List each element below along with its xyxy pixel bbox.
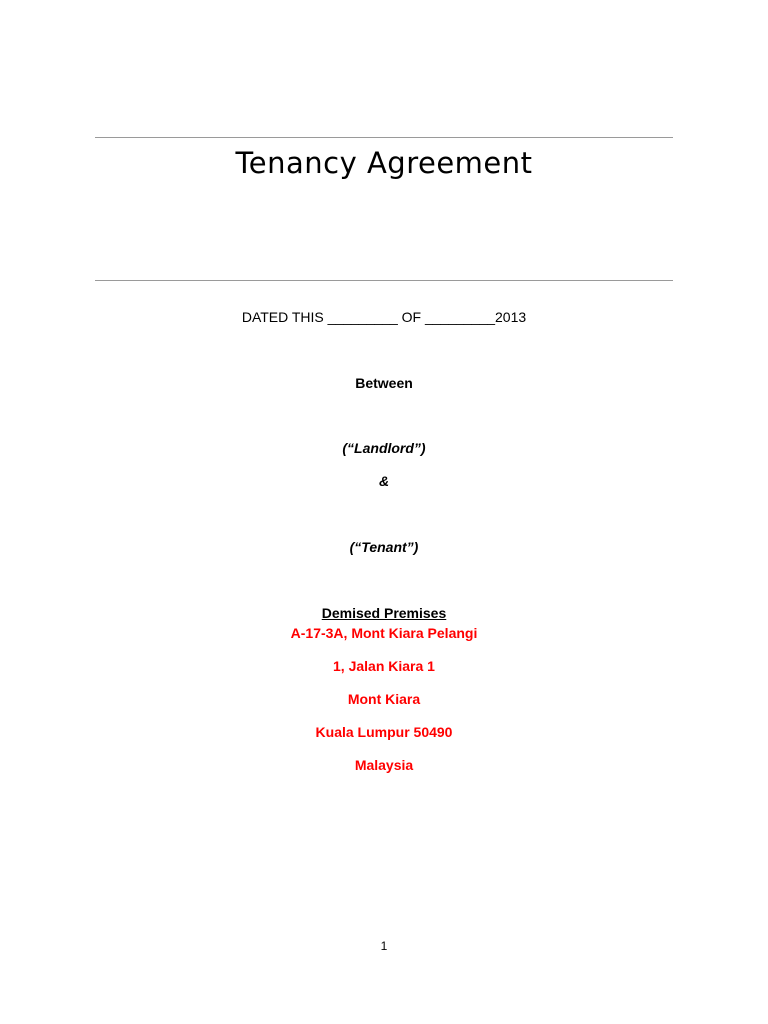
title-top-rule	[95, 137, 673, 138]
premises-address-area: Mont Kiara	[347, 691, 421, 707]
ampersand-separator: &	[378, 473, 390, 489]
demised-premises-heading: Demised Premises	[321, 605, 447, 621]
page-number: 1	[380, 939, 388, 953]
title-bottom-rule	[95, 280, 673, 281]
premises-address-unit: A-17-3A, Mont Kiara Pelangi	[290, 625, 478, 641]
premises-address-street: 1, Jalan Kiara 1	[333, 658, 435, 674]
premises-address-country: Malaysia	[354, 757, 414, 773]
premises-address-city: Kuala Lumpur 50490	[315, 724, 453, 740]
between-label: Between	[355, 375, 413, 391]
document-title: Tenancy Agreement	[235, 146, 533, 180]
landlord-label: (“Landlord”)	[342, 440, 426, 456]
tenant-label: (“Tenant”)	[349, 539, 419, 555]
dated-line: DATED THIS _________ OF _________2013	[241, 309, 527, 325]
